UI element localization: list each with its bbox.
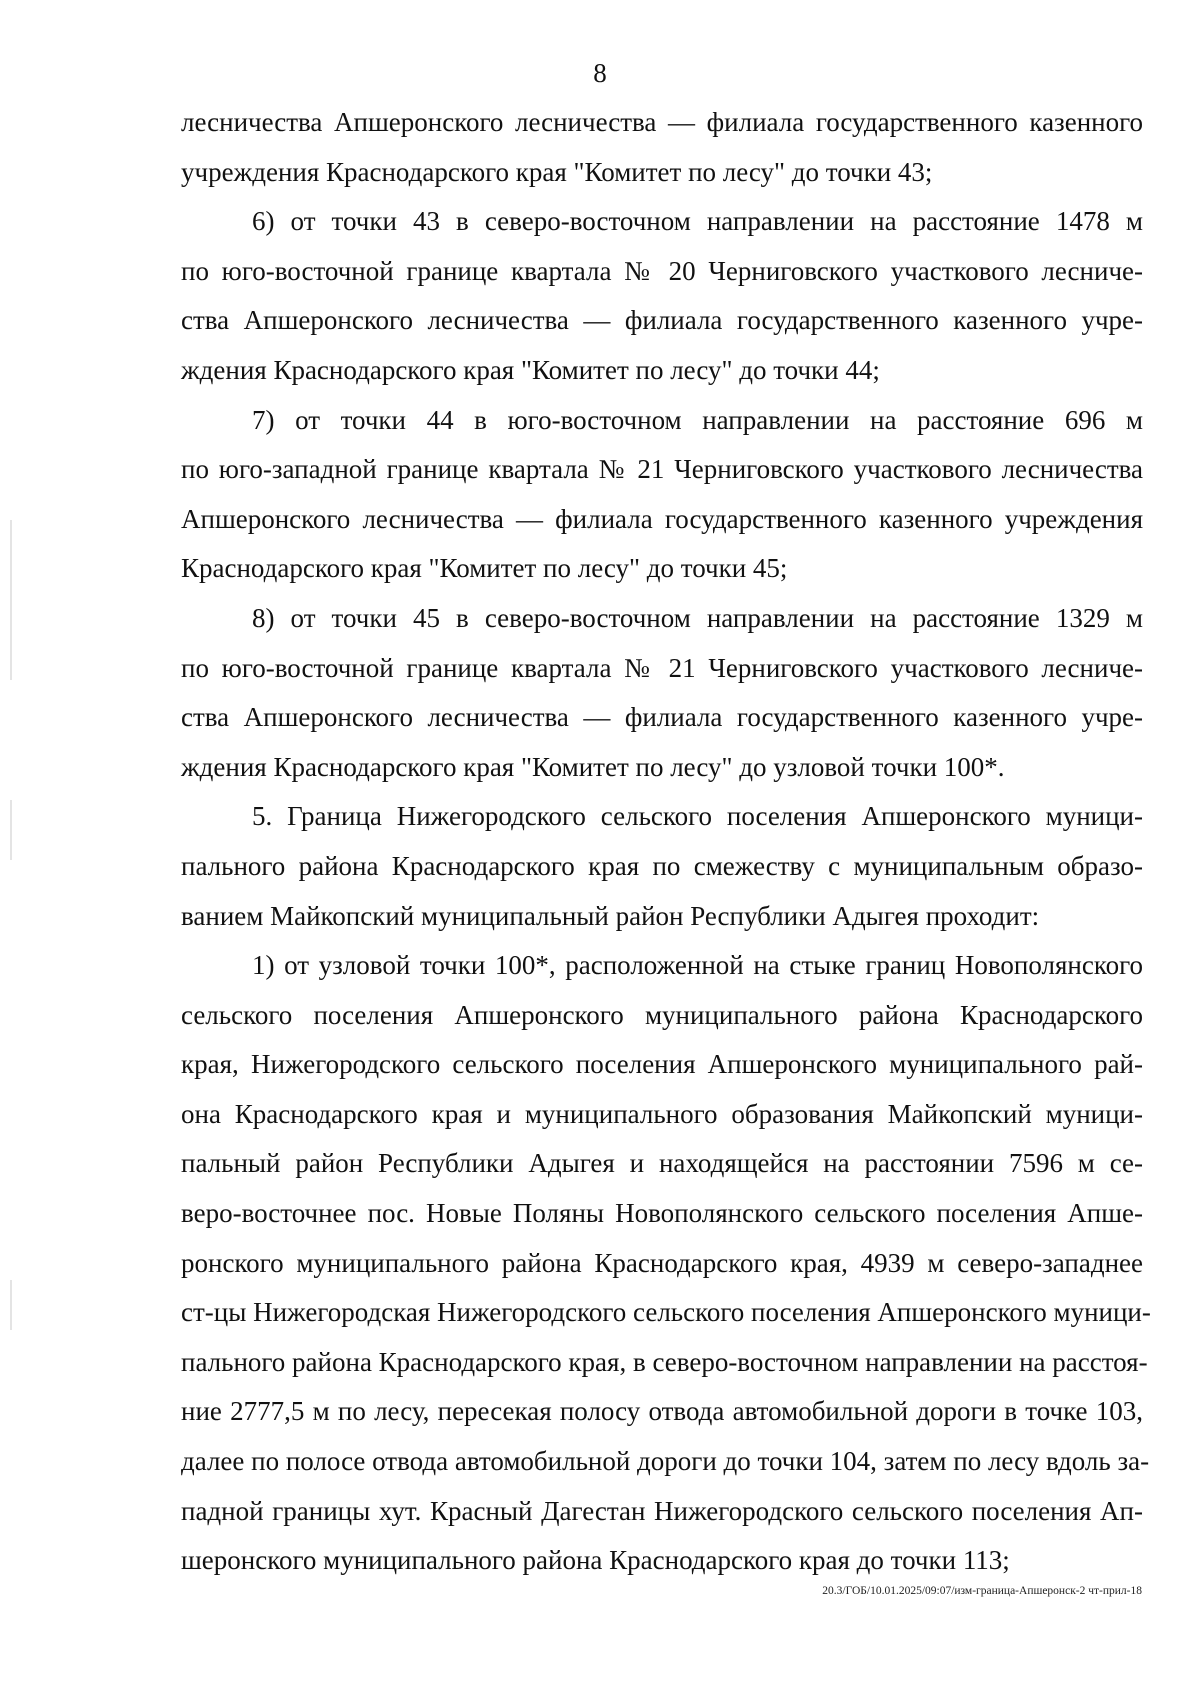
text-line: по юго-восточной границе квартала № 21 Черниговского участкового лесниче- [181,652,1143,683]
text-line: 8) от точки 45 в северо-восточном направлении на расстояние 1329 м [252,602,1143,633]
text-line: лесничества Апшеронского лесничества — филиала государственного казенного [181,107,1143,137]
text-line: ние 2777,5 м по лесу, пересекая полосу отвода автомобильной дороги в точке 103, [181,1396,1143,1427]
text-line: сельского поселения Апшеронского муниципального района Краснодарского [181,999,1143,1030]
text-line: Апшеронского лесничества — филиала государственного казенного учреждения [181,503,1143,534]
text-line: ст-цы Нижегородская Нижегородского сельского поселения Апшеронского муници- [181,1297,1151,1328]
text-line: далее по полосе отвода автомобильной дороги до точки 104, затем по лесу вдоль за- [181,1446,1150,1477]
text-line: ства Апшеронского лесничества — филиала государственного казенного учре- [181,702,1143,733]
text-line: падной границы хут. Красный Дагестан Нижегородского сельского поселения Ап- [181,1495,1143,1526]
text-line: по юго-западной границе квартала № 21 Черниговского участкового лесничества [181,454,1143,485]
scan-edge-mark [10,520,12,680]
text-line: ванием Майкопский муниципальный район Республики Адыгея проходит: [181,900,1040,931]
text-line: 5. Граница Нижегородского сельского поселения Апшеронского муници- [252,801,1143,832]
text-line: она Краснодарского края и муниципального образования Майкопский муници- [181,1098,1143,1129]
text-line: ства Апшеронского лесничества — филиала государственного казенного учре- [181,305,1143,336]
page-number: 8 [593,58,607,88]
text-line: края, Нижегородского сельского поселения Апшеронского муниципального рай- [181,1049,1143,1080]
text-line: ждения Краснодарского края "Комитет по лесу" до точки 44; [181,354,880,385]
text-line: 1) от узловой точки 100*, расположенной на стыке границ Новополянского [252,950,1143,981]
text-line: пального района Краснодарского края, в северо-восточном направлении на расстоя- [181,1346,1148,1377]
text-line: шеронского муниципального района Краснодарского края до точки 113; [181,1545,1010,1576]
document-footer-code: 20.3/ГОБ/10.01.2025/09:07/изм-граница-Апшеронск-2 чт-прил-18 [822,1585,1142,1597]
scan-edge-mark [10,800,12,860]
document-body [181,98,1151,1586]
text-line: 7) от точки 44 в юго-восточном направлении на расстояние 696 м [252,404,1143,435]
text-line: ронского муниципального района Краснодарского края, 4939 м северо-западнее [181,1247,1143,1278]
text-line: пального района Краснодарского края по смежеству с муниципальным образо- [181,850,1143,881]
text-line: по юго-восточной границе квартала № 20 Черниговского участкового лесниче- [181,255,1143,286]
text-line: пальный район Республики Адыгея и находящейся на расстоянии 7596 м се- [181,1148,1143,1179]
text-line: веро-восточнее пос. Новые Поляны Новополянского сельского поселения Апше- [181,1198,1143,1229]
text-line: 6) от точки 43 в северо-восточном направлении на расстояние 1478 м [252,206,1143,237]
scan-edge-mark [10,1280,12,1330]
text-line: учреждения Краснодарского края "Комитет по лесу" до точки 43; [181,156,933,187]
text-line: Краснодарского края "Комитет по лесу" до точки 45; [181,553,788,584]
text-line: ждения Краснодарского края "Комитет по лесу" до узловой точки 100*. [181,751,1005,782]
